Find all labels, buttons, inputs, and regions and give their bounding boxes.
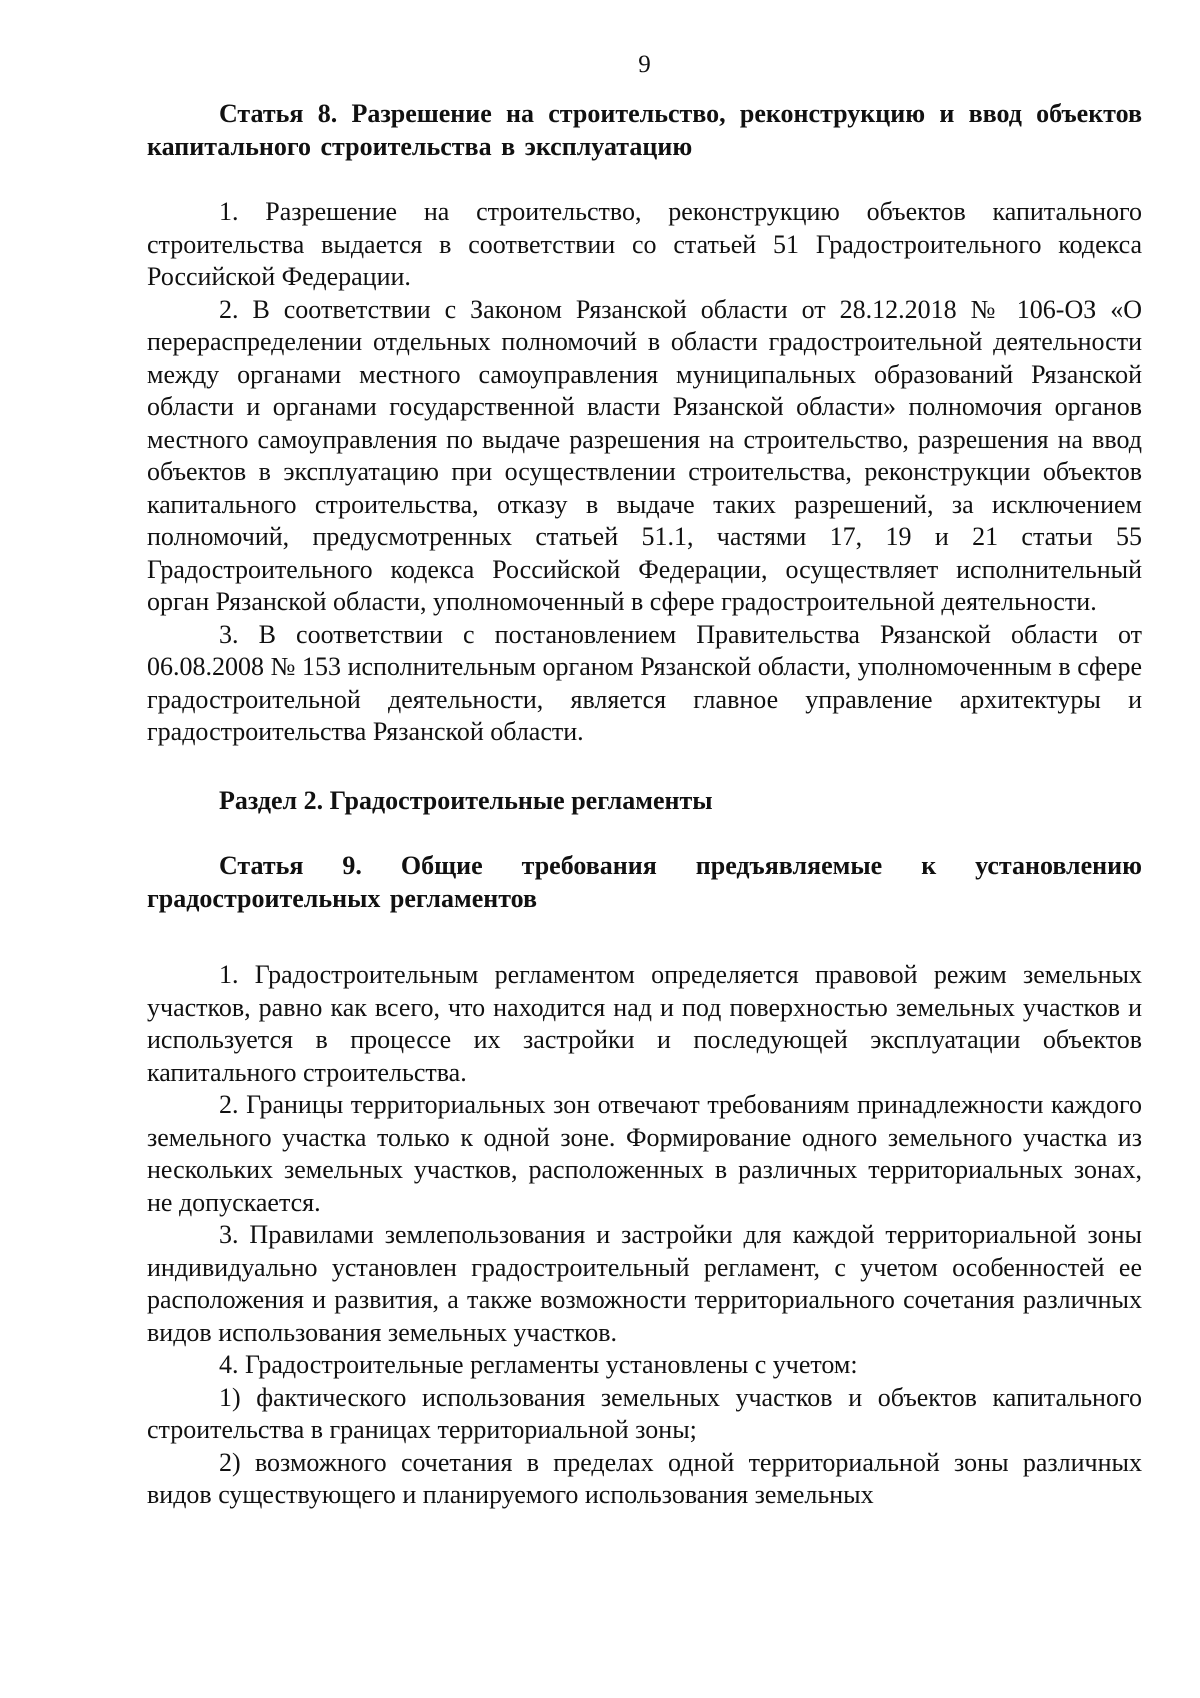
article-8-title: Статья 8. Разрешение на строительство, реконструкцию и ввод объектов капитального строительства в эксплуатацию: [147, 99, 1142, 161]
section-2-title: Раздел 2. Градостроительные регламенты: [219, 785, 713, 815]
article-9-paragraph-4: 4. Градостроительные регламенты установлены с учетом:: [219, 1350, 858, 1379]
article-9-list-item-1: 1) фактического использования земельных участков и объектов капитального строительства в границах территориальной зоны;: [147, 1382, 1142, 1444]
article-9-paragraph-3: 3. Правилами землепользования и застройки для каждой территориальной зоны индивидуально установлен градостроительный регламент, с учетом особенностей ее расположения и развития, а также возможности территориального сочетания различных видов использования земельных участков.: [147, 1220, 1142, 1347]
article-9-list-item-2: 2) возможного сочетания в пределах одной территориальной зоны различных видов существующего и планируемого использования земельных: [147, 1447, 1142, 1509]
page-number: 9: [638, 51, 651, 78]
article-9-title: Статья 9. Общие требования предъявляемые к установлению градостроительных регламентов: [147, 851, 1142, 913]
article-8-paragraph-2: 2. В соответствии с Законом Рязанской области от 28.12.2018 № 106-ОЗ «О перераспределении отдельных полномочий в области градостроительной деятельности между органами местного самоуправления муниципальных образований Рязанской области и органами государственной власти Рязанской области» полномочия органов местного самоуправления по выдаче разрешения на строительство, разрешения на ввод объектов в эксплуатацию при осуществлении строительства, реконструкции объектов капитального строительства, отказу в выдаче таких разрешений, за исключением полномочий, предусмотренных статьей 51.1, частями 17, 19 и 21 статьи 55 Градостроительного кодекса Российской Федерации, осуществляет исполнительный орган Рязанской области, уполномоченный в сфере градостроительной деятельности.: [147, 294, 1142, 616]
article-9-paragraph-1: 1. Градостроительным регламентом определяется правовой режим земельных участков, равно как всего, что находится над и под поверхностью земельных участков и используется в процессе их застройки и последующей эксплуатации объектов капитального строительства.: [147, 960, 1142, 1087]
article-8-paragraph-3: 3. В соответствии с постановлением Правительства Рязанской области от 06.08.2008 № 153 исполнительным органом Рязанской области, уполномоченным в сфере градостроительной деятельности, является главное управление архитектуры и градостроительства Рязанской области.: [147, 619, 1142, 746]
article-8-paragraph-1: 1. Разрешение на строительство, реконструкцию объектов капитального строительства выдается в соответствии со статьей 51 Градостроительного кодекса Российской Федерации.: [147, 197, 1142, 291]
article-9-paragraph-2: 2. Границы территориальных зон отвечают требованиям принадлежности каждого земельного участка только к одной зоне. Формирование одного земельного участка из нескольких земельных участков, расположенных в различных территориальных зонах, не допускается.: [147, 1090, 1142, 1217]
document-page: [147, 50, 1142, 1512]
